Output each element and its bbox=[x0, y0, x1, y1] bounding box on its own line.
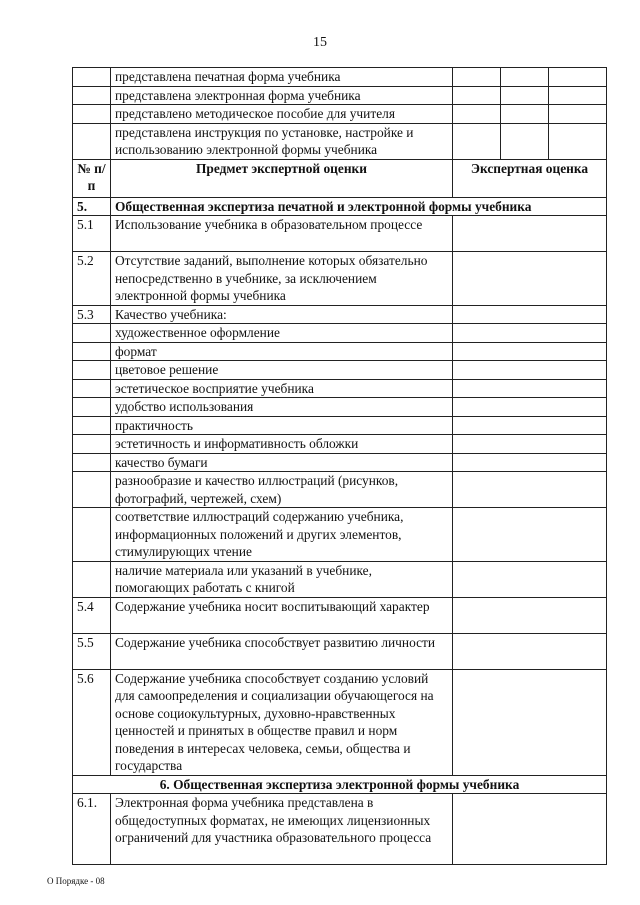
evaluation-cell[interactable] bbox=[453, 508, 607, 562]
row-text: Содержание учебника способствует развитию личности bbox=[111, 633, 453, 669]
section-row bbox=[73, 197, 607, 216]
header-subject: Предмет экспертной оценки bbox=[111, 159, 453, 197]
list-item bbox=[73, 472, 607, 508]
row-text: Содержание учебника носит воспитывающий характер bbox=[111, 597, 453, 633]
list-item bbox=[73, 379, 607, 398]
mark-cell[interactable] bbox=[501, 68, 549, 87]
evaluation-cell[interactable] bbox=[453, 435, 607, 454]
mark-cell[interactable] bbox=[549, 86, 607, 105]
section-title: 6. Общественная экспертиза электронной формы учебника bbox=[73, 775, 607, 794]
table-row bbox=[73, 669, 607, 775]
evaluation-cell[interactable] bbox=[453, 597, 607, 633]
evaluation-cell[interactable] bbox=[453, 472, 607, 508]
list-item bbox=[73, 453, 607, 472]
row-num: 5.1 bbox=[73, 216, 111, 252]
row-text: представлено методическое пособие для учителя bbox=[111, 105, 453, 124]
row-num: 6.1. bbox=[73, 794, 111, 865]
evaluation-cell[interactable] bbox=[453, 669, 607, 775]
mark-cell[interactable] bbox=[453, 86, 501, 105]
evaluation-cell[interactable] bbox=[453, 324, 607, 343]
table-row bbox=[73, 252, 607, 306]
row-text: Качество учебника: bbox=[111, 305, 453, 324]
table-row bbox=[73, 68, 607, 87]
row-text: Использование учебника в образовательном процессе bbox=[111, 216, 453, 252]
row-num: 5.3 bbox=[73, 305, 111, 324]
evaluation-cell[interactable] bbox=[453, 633, 607, 669]
evaluation-cell[interactable] bbox=[453, 216, 607, 252]
table-row bbox=[73, 794, 607, 865]
list-item bbox=[73, 508, 607, 562]
table-row bbox=[73, 123, 607, 159]
row-text: удобство использования bbox=[111, 398, 453, 417]
section-num: 5. bbox=[73, 197, 111, 216]
row-text: качество бумаги bbox=[111, 453, 453, 472]
section-row bbox=[73, 775, 607, 794]
row-text: представлена инструкция по установке, настройке и использованию электронной формы учебника bbox=[111, 123, 453, 159]
row-text: цветовое решение bbox=[111, 361, 453, 380]
list-item bbox=[73, 342, 607, 361]
evaluation-cell[interactable] bbox=[453, 416, 607, 435]
table-row bbox=[73, 305, 607, 324]
evaluation-cell[interactable] bbox=[453, 453, 607, 472]
evaluation-cell[interactable] bbox=[453, 794, 607, 865]
expert-evaluation-table bbox=[72, 67, 607, 865]
mark-cell[interactable] bbox=[453, 68, 501, 87]
list-item bbox=[73, 416, 607, 435]
row-text: представлена печатная форма учебника bbox=[111, 68, 453, 87]
row-text: соответствие иллюстраций содержанию учебника, информационных положений и других элементов, стимулирующих чтение bbox=[111, 508, 453, 562]
page-number: 15 bbox=[313, 35, 327, 50]
row-num: 5.2 bbox=[73, 252, 111, 306]
row-text: художественное оформление bbox=[111, 324, 453, 343]
list-item bbox=[73, 324, 607, 343]
row-num: 5.4 bbox=[73, 597, 111, 633]
mark-cell[interactable] bbox=[501, 86, 549, 105]
evaluation-cell[interactable] bbox=[453, 252, 607, 306]
evaluation-cell[interactable] bbox=[453, 561, 607, 597]
mark-cell[interactable] bbox=[453, 105, 501, 124]
footer-note: О Порядке - 08 bbox=[47, 876, 105, 886]
table-row bbox=[73, 86, 607, 105]
row-text: формат bbox=[111, 342, 453, 361]
table-header-row bbox=[73, 159, 607, 197]
row-text: эстетическое восприятие учебника bbox=[111, 379, 453, 398]
row-text: Отсутствие заданий, выполнение которых обязательно непосредственно в учебнике, за исключением электронной формы учебника bbox=[111, 252, 453, 306]
table-row bbox=[73, 597, 607, 633]
row-num: 5.6 bbox=[73, 669, 111, 775]
header-num: № п/п bbox=[73, 159, 111, 197]
mark-cell[interactable] bbox=[501, 105, 549, 124]
mark-cell[interactable] bbox=[549, 123, 607, 159]
list-item bbox=[73, 361, 607, 380]
row-text: эстетичность и информативность обложки bbox=[111, 435, 453, 454]
row-num: 5.5 bbox=[73, 633, 111, 669]
list-item bbox=[73, 561, 607, 597]
evaluation-cell[interactable] bbox=[453, 398, 607, 417]
evaluation-cell[interactable] bbox=[453, 379, 607, 398]
mark-cell[interactable] bbox=[453, 123, 501, 159]
evaluation-cell[interactable] bbox=[453, 342, 607, 361]
table-row bbox=[73, 633, 607, 669]
list-item bbox=[73, 398, 607, 417]
mark-cell[interactable] bbox=[501, 123, 549, 159]
row-text: Электронная форма учебника представлена в общедоступных форматах, не имеющих лицензионных ограничений для участника образовательного процесса bbox=[111, 794, 453, 865]
evaluation-cell[interactable] bbox=[453, 305, 607, 324]
section-title: Общественная экспертиза печатной и электронной формы учебника bbox=[111, 197, 607, 216]
header-evaluation: Экспертная оценка bbox=[453, 159, 607, 197]
list-item bbox=[73, 435, 607, 454]
mark-cell[interactable] bbox=[549, 68, 607, 87]
row-text: представлена электронная форма учебника bbox=[111, 86, 453, 105]
row-text: разнообразие и качество иллюстраций (рисунков, фотографий, чертежей, схем) bbox=[111, 472, 453, 508]
evaluation-cell[interactable] bbox=[453, 361, 607, 380]
row-text: Содержание учебника способствует созданию условий для самоопределения и социализации обучающегося на основе социокультурных, духовно-нравственных ценностей и принятых в обществе правил и норм поведения в интересах человека, семьи, общества и государства bbox=[111, 669, 453, 775]
row-text: наличие материала или указаний в учебнике, помогающих работать с книгой bbox=[111, 561, 453, 597]
row-text: практичность bbox=[111, 416, 453, 435]
table-row bbox=[73, 105, 607, 124]
mark-cell[interactable] bbox=[549, 105, 607, 124]
table-row bbox=[73, 216, 607, 252]
